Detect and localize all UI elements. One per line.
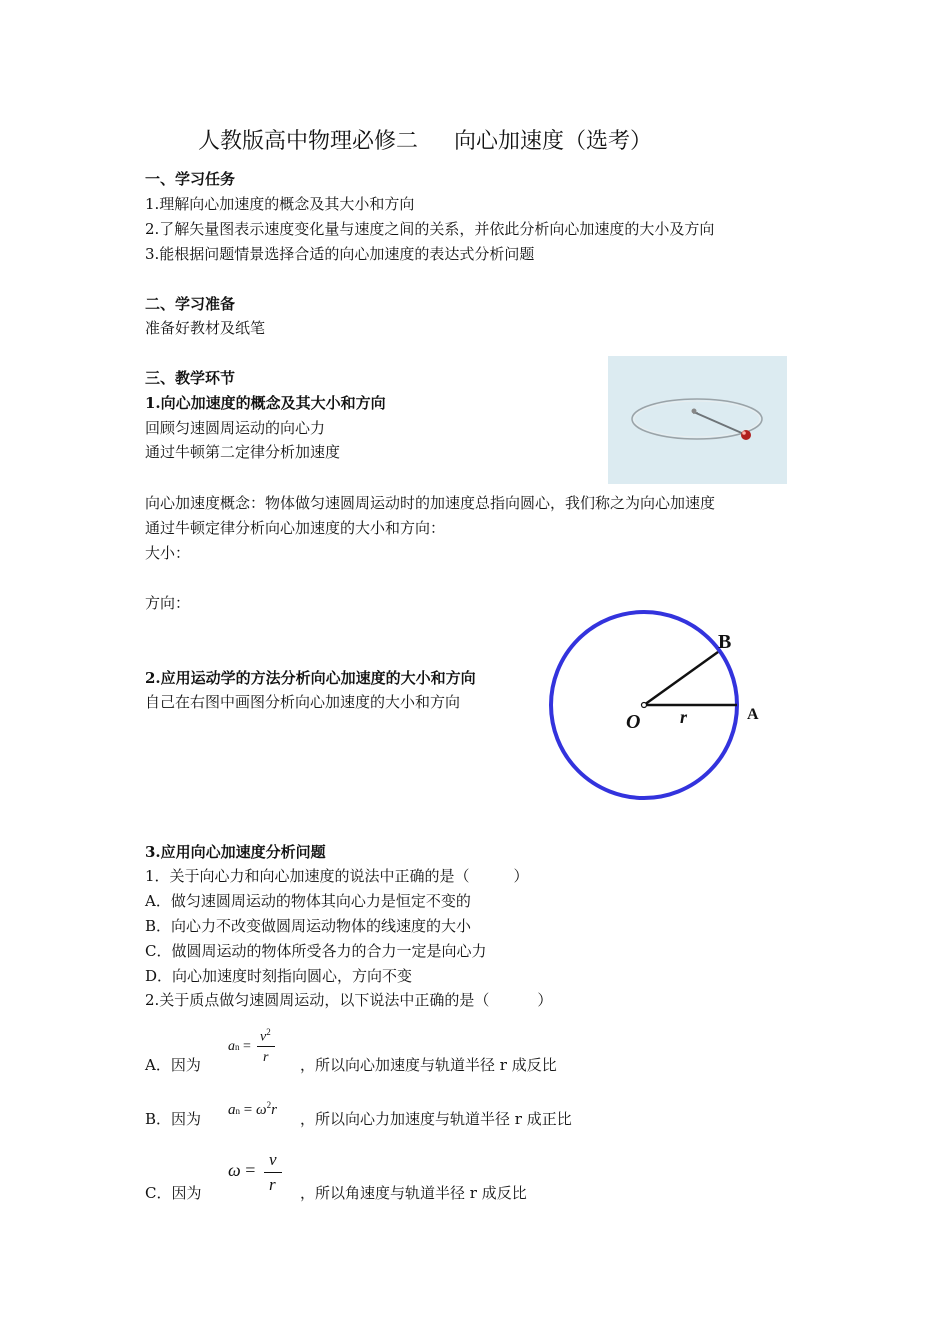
formula-a-numerator: $v^2$ <box>260 1027 271 1045</box>
prep-text: 准备好教材及纸笔 <box>145 319 266 337</box>
q2-option-a-suffix: ，所以向心加速度与轨道半径 r 成反比 <box>300 1056 557 1074</box>
part-2-line: 自己在右图中画图分析向心加速度的大小和方向 <box>145 693 461 711</box>
q1-option-c: C．做圆周运动的物体所受各力的合力一定是向心力 <box>145 942 487 960</box>
q1-option-b: B．向心力不改变做圆周运动物体的线速度的大小 <box>145 917 472 935</box>
formula-a-denominator: r <box>263 1050 269 1065</box>
q1-stem: 1．关于向心力和向心加速度的说法中正确的是（ ） <box>145 867 529 885</box>
page-title: 人教版高中物理必修二 向心加速度（选考） <box>198 129 653 154</box>
radius-ob <box>644 652 718 705</box>
formula-c-fraction-bar <box>264 1172 282 1173</box>
formula-c-denominator: r <box>269 1175 276 1194</box>
formula-c-lhs: ω = <box>228 1160 256 1180</box>
section-2-heading: 二、学习准备 <box>145 295 236 313</box>
task-item-1: 1.理解向心加速度的概念及其大小和方向 <box>145 195 415 213</box>
label-r: r <box>680 707 688 727</box>
q1-option-d: D．向心加速度时刻指向圆心，方向不变 <box>145 967 413 985</box>
part-2-heading: 2.应用运动学的方法分析向心加速度的大小和方向 <box>145 669 476 687</box>
part-1-heading: 1.向心加速度的概念及其大小和方向 <box>145 394 386 412</box>
direction-label: 方向： <box>145 594 191 612</box>
q2-option-c-prefix: C．因为 <box>145 1184 202 1202</box>
part-3-heading: 3.应用向心加速度分析问题 <box>145 843 326 861</box>
circle-diagram <box>540 610 780 810</box>
center-point <box>642 703 647 708</box>
q1-option-a: A．做匀速圆周运动的物体其向心力是恒定不变的 <box>145 892 471 910</box>
label-b: B <box>718 631 732 653</box>
q2-option-b-suffix: ，所以向心力加速度与轨道半径 r 成正比 <box>300 1110 572 1128</box>
task-item-3: 3.能根据问题情景选择合适的向心加速度的表达式分析问题 <box>145 245 535 263</box>
part-1-line-1: 回顾匀速圆周运动的向心力 <box>145 419 326 437</box>
circular-motion-illustration <box>608 356 787 484</box>
q2-stem: 2.关于质点做匀速圆周运动，以下说法中正确的是（ ） <box>145 991 553 1009</box>
concept-text: 向心加速度概念：物体做匀速圆周运动时的加速度总指向圆心，我们称之为向心加速度 <box>145 494 716 512</box>
analysis-text: 通过牛顿定律分析向心加速度的大小和方向： <box>145 519 446 537</box>
part-1-line-2: 通过牛顿第二定律分析加速度 <box>145 443 341 461</box>
q2-option-b-prefix: B．因为 <box>145 1110 202 1128</box>
q2-option-a-prefix: A．因为 <box>145 1056 201 1074</box>
formula-a-lhs: an = <box>228 1039 251 1054</box>
formula-b: an = $\omega^2r$ <box>228 1100 277 1118</box>
size-label: 大小： <box>145 544 191 562</box>
formula-c-numerator: v <box>269 1150 277 1169</box>
section-3-heading: 三、教学环节 <box>145 369 236 387</box>
task-item-2: 2.了解矢量图表示速度变化量与速度之间的关系，并依此分析向心加速度的大小及方向 <box>145 220 715 238</box>
q2-option-c-suffix: ，所以角速度与轨道半径 r 成反比 <box>300 1184 527 1202</box>
formula-a-fraction-bar <box>257 1046 275 1047</box>
label-o: O <box>626 711 641 733</box>
section-1-heading: 一、学习任务 <box>145 170 236 188</box>
label-a: A <box>747 706 759 723</box>
